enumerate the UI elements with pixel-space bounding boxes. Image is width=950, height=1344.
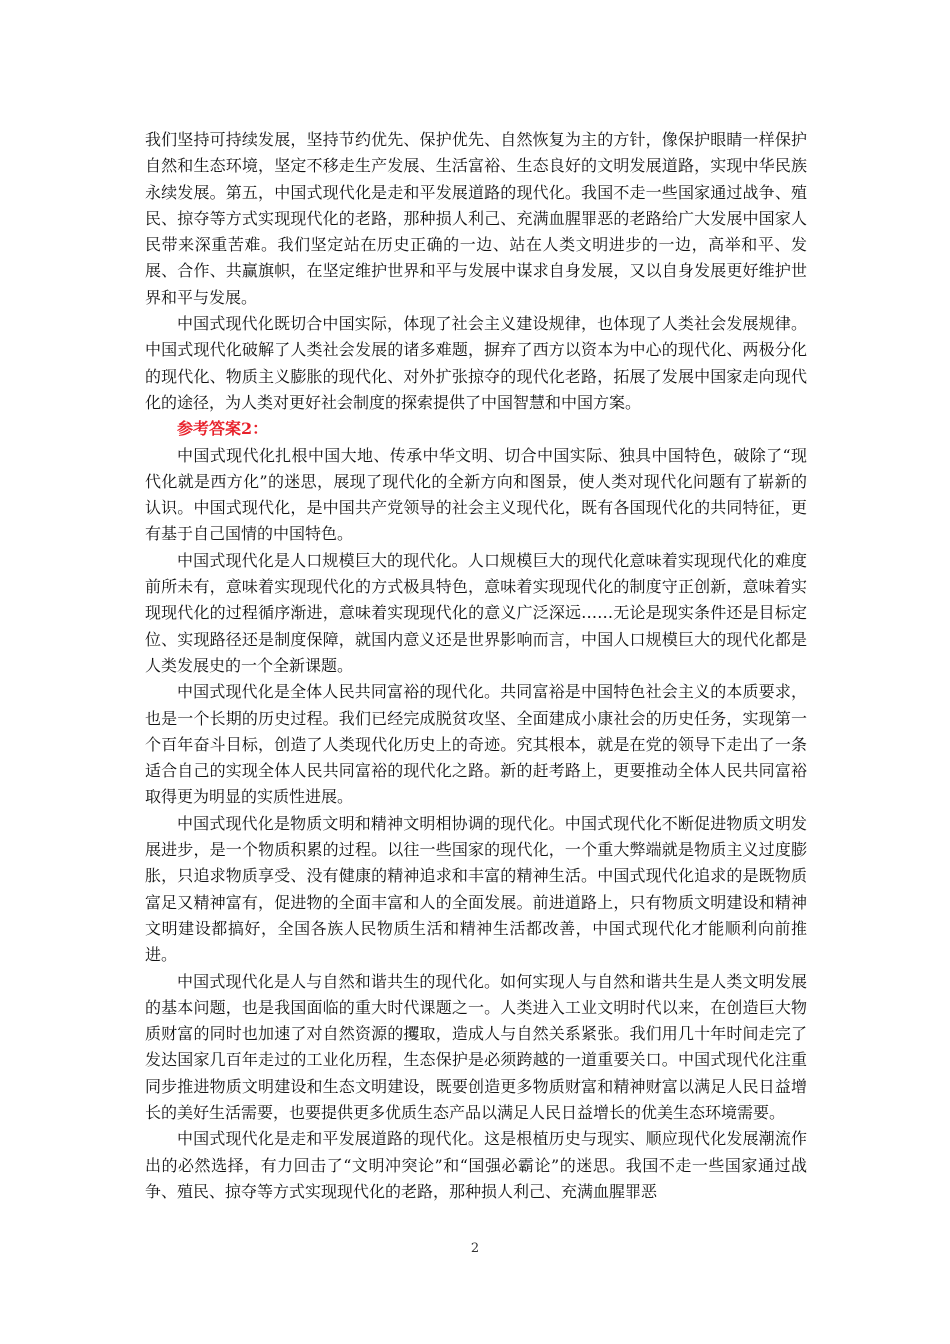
document-body: [145, 127, 807, 1205]
answer-paragraph-nature: 中国式现代化是人与自然和谐共生的现代化。如何实现人与自然和谐共生是人类文明发展的基本问题，也是我国面临的重大时代课题之一。人类进入工业文明时代以来，在创造巨大物质财富的同时也加速了对自然资源的攫取，造成人与自然关系紧张。我们用几十年时间走完了发达国家几百年走过的工业化历程，生态保护是必须跨越的一道重要关口。中国式现代化注重同步推进物质文明建设和生态文明建设，既要创造更多物质财富和精神财富以满足人民日益增长的美好生活需要，也要提供更多优质生态产品以满足人民日益增长的优美生态环境需要。: [145, 971, 807, 1122]
page-number: 2: [470, 1241, 480, 1256]
answer-paragraph-intro: 中国式现代化扎根中国大地、传承中华文明、切合中国实际、独具中国特色，破除了“现代化就是西方化”的迷思，展现了现代化的全新方向和图景，使人类对现代化问题有了崭新的认识。中国式现代化，是中国共产党领导的社会主义现代化，既有各国现代化的共同特征，更有基于自己国情的中国特色。: [145, 445, 807, 544]
answer-paragraph-civilization: 中国式现代化是物质文明和精神文明相协调的现代化。中国式现代化不断促进物质文明发展进步，是一个物质积累的过程。以往一些国家的现代化，一个重大弊端就是物质主义过度膨胀，只追求物质享受、没有健康的精神追求和丰富的精神生活。中国式现代化追求的是既物质富足又精神富有，促进物的全面丰富和人的全面发展。前进道路上，只有物质文明建设和精神文明建设都搞好，全国各族人民物质生活和精神生活都改善，中国式现代化才能顺利向前推进。: [145, 813, 807, 965]
answer-paragraph-peace: 中国式现代化是走和平发展道路的现代化。这是根植历史与现实、顺应现代化发展潮流作出的必然选择，有力回击了“文明冲突论”和“国强必霸论”的迷思。我国不走一些国家通过战争、殖民、掠夺等方式实现现代化的老路，那种损人利己、充满血腥罪恶: [145, 1129, 807, 1201]
answer-heading: 参考答案2：: [177, 419, 269, 439]
answer-paragraph-prosperity: 中国式现代化是全体人民共同富裕的现代化。共同富裕是中国特色社会主义的本质要求，也是一个长期的历史过程。我们已经完成脱贫攻坚、全面建成小康社会的历史任务，实现第一个百年奋斗目标，创造了人类现代化历史上的奇迹。究其根本，就是在党的领导下走出了一条适合自己的实现全体人民共同富裕的现代化之路。新的赶考路上，更要推动全体人民共同富裕取得更为明显的实质性进展。: [145, 682, 807, 807]
paragraph-summary: 中国式现代化既切合中国实际，体现了社会主义建设规律，也体现了人类社会发展规律。中国式现代化破解了人类社会发展的诸多难题，摒弃了西方以资本为中心的现代化、两极分化的现代化、物质主义膨胀的现代化、对外扩张掠夺的现代化老路，拓展了发展中国家走向现代化的途径，为人类对更好社会制度的探索提供了中国智慧和中国方案。: [145, 314, 807, 412]
answer-paragraph-population: 中国式现代化是人口规模巨大的现代化。人口规模巨大的现代化意味着实现现代化的难度前所未有，意味着实现现代化的方式极具特色，意味着实现现代化的制度守正创新，意味着实现现代化的过程循序渐进，意味着实现现代化的意义广泛深远……无论是现实条件还是目标定位、实现路径还是制度保障，就国内意义还是世界影响而言，中国人口规模巨大的现代化都是人类发展史的一个全新课题。: [145, 550, 807, 675]
paragraph-continuation: 我们坚持可持续发展，坚持节约优先、保护优先、自然恢复为主的方针，像保护眼睛一样保护自然和生态环境，坚定不移走生产发展、生活富裕、生态良好的文明发展道路，实现中华民族永续发展。第五，中国式现代化是走和平发展道路的现代化。我国不走一些国家通过战争、殖民、掠夺等方式实现现代化的老路，那种损人利己、充满血腥罪恶的老路给广大发展中国家人民带来深重苦难。我们坚定站在历史正确的一边、站在人类文明进步的一边，高举和平、发展、合作、共赢旗帜，在坚定维护世界和平与发展中谋求自身发展，又以自身发展更好维护世界和平与发展。: [145, 130, 807, 307]
